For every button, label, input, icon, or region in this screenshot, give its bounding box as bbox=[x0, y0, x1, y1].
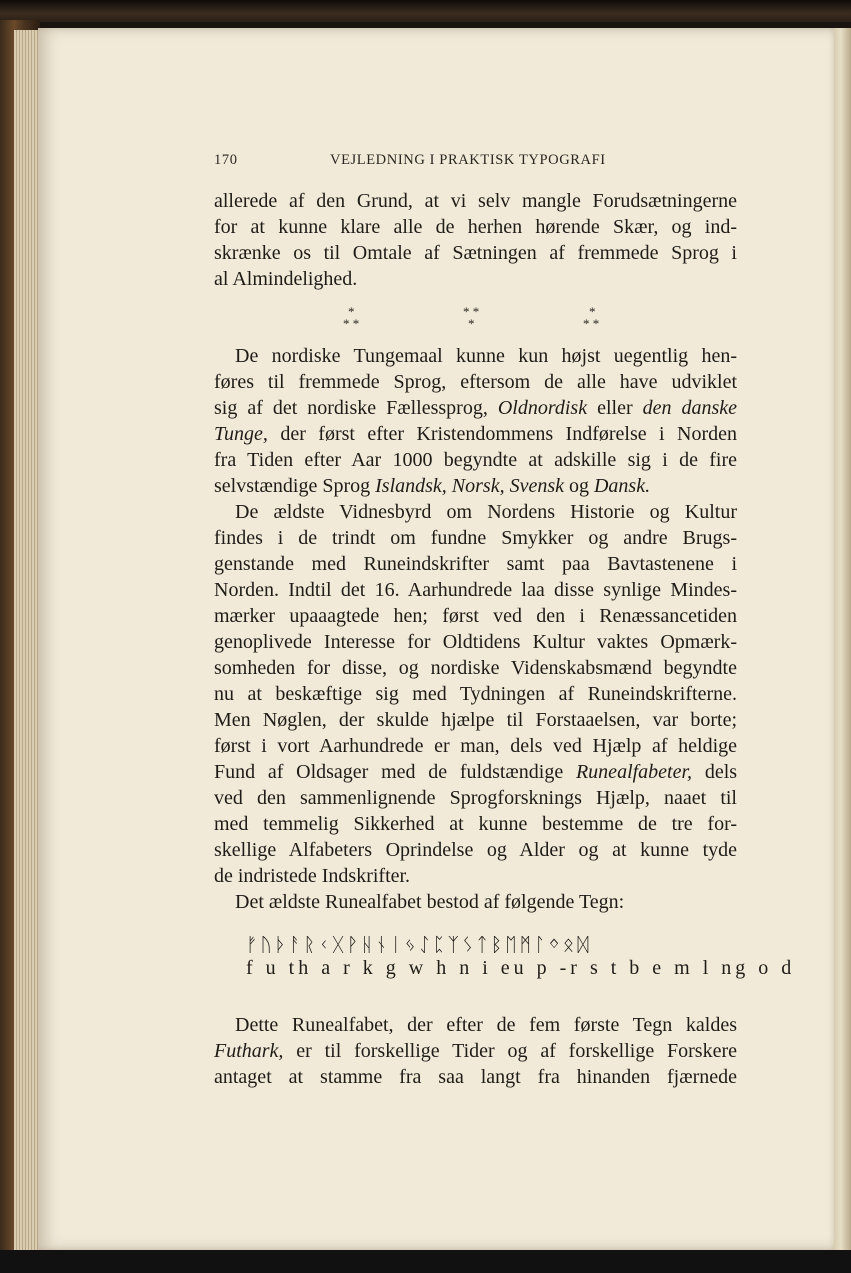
text-line: for at kunne klare alle de herhen hørende Skær, og ind- bbox=[214, 216, 737, 238]
page-edges bbox=[14, 30, 40, 1252]
text-line: selvstændige Sprog Islandsk, Norsk, Svensk og Dansk. bbox=[214, 475, 651, 497]
star: * bbox=[348, 304, 355, 319]
text-line: føres til fremmede Sprog, eftersom de alle have udviklet bbox=[214, 371, 737, 393]
text-line: genoplivede Interesse for Oldtidens Kultur vaktes Opmærk- bbox=[214, 631, 737, 653]
text-line: nu at beskæftige sig med Tydningen af Runeindskrifterne. bbox=[214, 683, 737, 705]
paragraph-3 bbox=[214, 499, 737, 889]
star: * * bbox=[463, 304, 480, 319]
text-line: ved den sammenlignende Sprogforsknings Hjælp, naaet til bbox=[214, 787, 737, 809]
text-line: somheden for disse, og nordiske Videnskabsmænd begyndte bbox=[214, 657, 737, 679]
page-right-edge bbox=[834, 28, 851, 1250]
star: * bbox=[468, 316, 475, 331]
paragraph-2 bbox=[214, 343, 737, 499]
paragraph-1 bbox=[214, 188, 737, 292]
text-line: sig af det nordiske Fællessprog, Oldnordisk eller den danske bbox=[214, 397, 737, 419]
rune-alphabet: ᚠᚢᚦᚨᚱᚲᚷᚹᚺᚾᛁᛃᛇᛈᛉᛊᛏᛒᛖᛗᛚᛜᛟᛞ bbox=[246, 934, 592, 956]
text-line: Fund af Oldsager med de fuldstændige Runealfabeter, dels bbox=[214, 761, 737, 783]
text-line: skellige Alfabeters Oprindelse og Alder og at kunne tyde bbox=[214, 839, 737, 861]
star: * bbox=[589, 304, 596, 319]
text-line: fra Tiden efter Aar 1000 begyndte at adskille sig i de fire bbox=[214, 449, 737, 471]
text-line: De nordiske Tungemaal kunne kun højst uegentlig hen- bbox=[235, 345, 737, 367]
text-line: med temmelig Sikkerhed at kunne bestemme de tre for- bbox=[214, 813, 737, 835]
paragraph-4 bbox=[214, 889, 737, 915]
text-line: Norden. Indtil det 16. Aarhundrede laa disse synlige Mindes- bbox=[214, 579, 737, 601]
asterism-divider bbox=[330, 304, 620, 334]
text-line: genstande med Runeindskrifter samt paa Bavtastenene i bbox=[214, 553, 737, 575]
text-line: Futhark, er til forskellige Tider og af forskellige Forskere bbox=[214, 1040, 737, 1062]
text-line: allerede af den Grund, at vi selv mangle Forudsætningerne bbox=[214, 190, 737, 212]
text-line: findes i de trindt om fundne Smykker og andre Brugs- bbox=[214, 527, 737, 549]
scan-bottom-border bbox=[0, 1250, 851, 1273]
text-line: De ældste Vidnesbyrd om Nordens Historie og Kultur bbox=[235, 501, 737, 523]
text-line: skrænke os til Omtale af Sætningen af fremmede Sprog i bbox=[214, 242, 737, 264]
text-line: Tunge, der først efter Kristendommens Indførelse i Norden bbox=[214, 423, 737, 445]
text-line: Dette Runealfabet, der efter de fem første Tegn kaldes bbox=[235, 1014, 737, 1036]
running-title: VEJLEDNING I PRAKTISK TYPOGRAFI bbox=[330, 152, 606, 168]
text-line: først i vort Aarhundrede er man, dels ved Hjælp af heldige bbox=[214, 735, 737, 757]
paragraph-5 bbox=[214, 1012, 737, 1090]
rune-transliteration: f u th a r k g w h n i eu p -r s t b e m l ng o d bbox=[246, 957, 796, 979]
star: * * bbox=[583, 316, 600, 331]
text-line: Men Nøglen, der skulde hjælpe til Forstaaelsen, var borte; bbox=[214, 709, 737, 731]
text-line: mærker upaaagtede hen; først ved den i Renæssancetiden bbox=[214, 605, 737, 627]
star: * * bbox=[343, 316, 360, 331]
book-cover-top bbox=[0, 0, 851, 22]
page-number: 170 bbox=[214, 152, 238, 168]
text-line: al Almindelighed. bbox=[214, 268, 358, 290]
text-line: Det ældste Runealfabet bestod af følgende Tegn: bbox=[235, 891, 625, 913]
text-line: de indristede Indskrifter. bbox=[214, 865, 411, 887]
text-line: antaget at stamme fra saa langt fra hinanden fjærnede bbox=[214, 1066, 737, 1088]
